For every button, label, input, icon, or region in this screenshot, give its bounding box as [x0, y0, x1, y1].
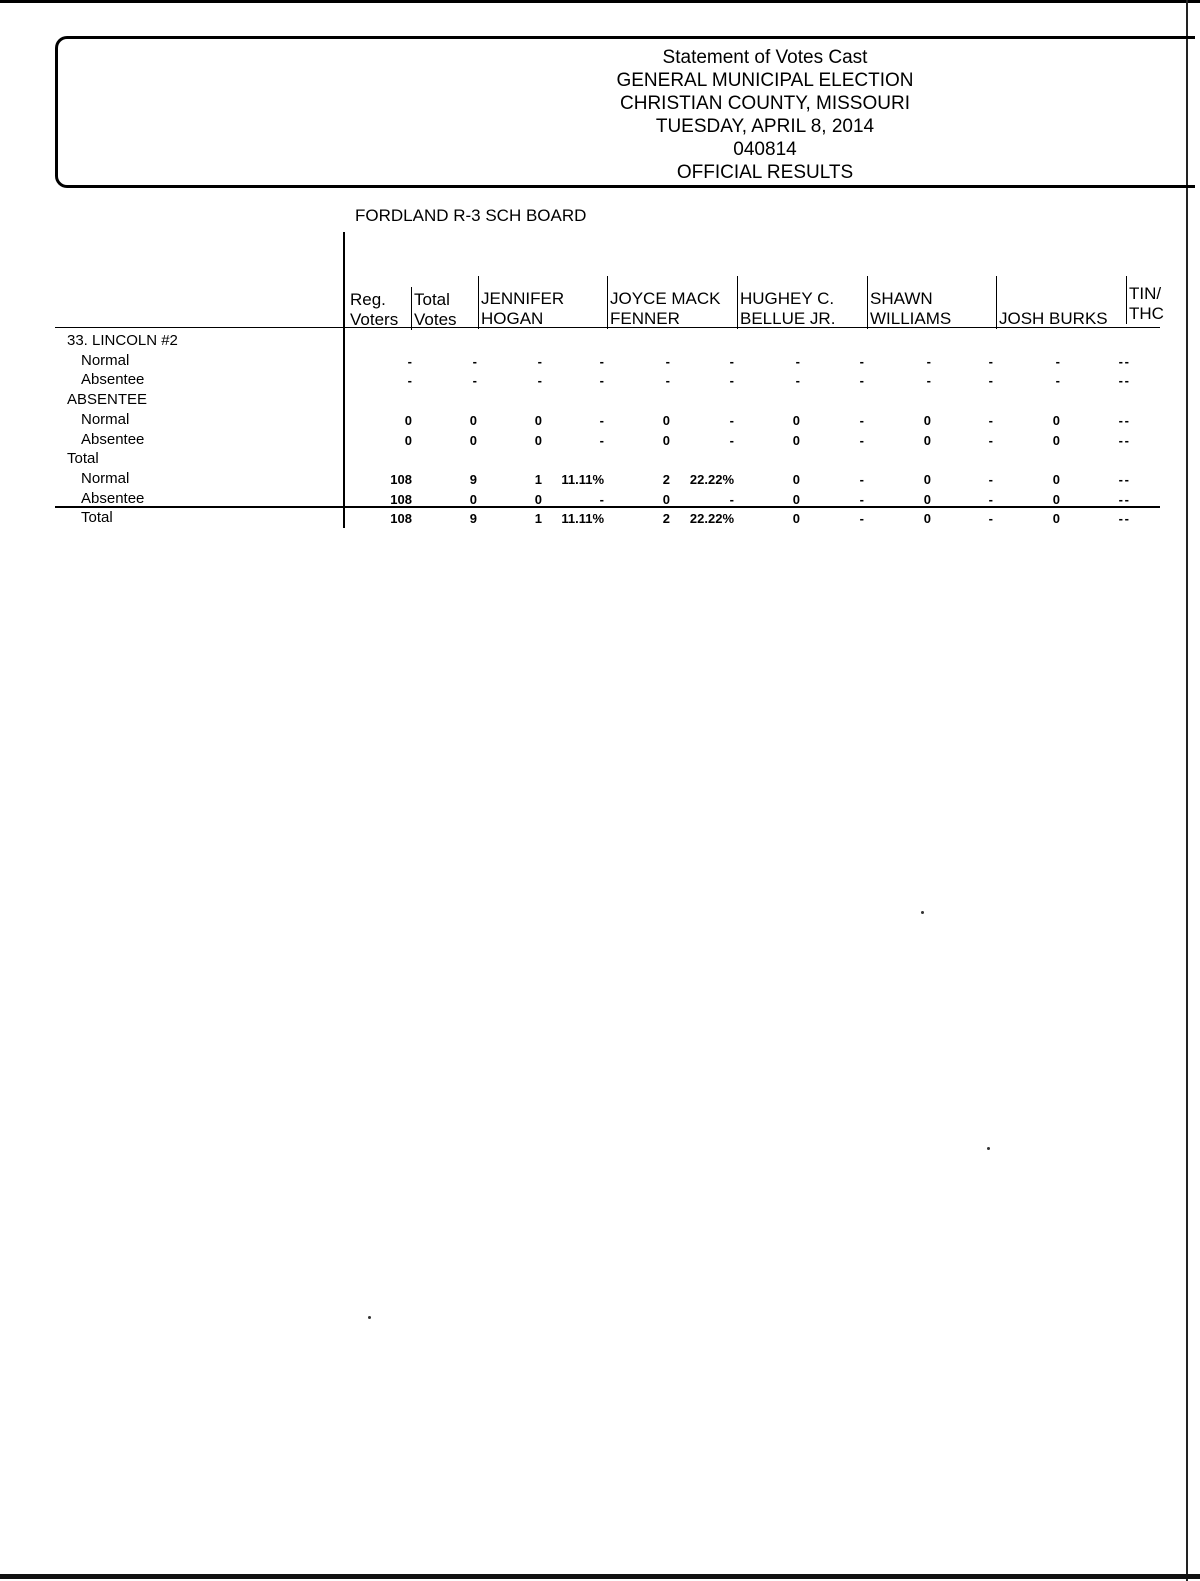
candidate-percent-cell: - [859, 413, 864, 428]
reg-voters-cell: 108 [390, 492, 412, 507]
candidate-percent-cell: - [1118, 373, 1123, 388]
candidate-votes-cell: - [537, 373, 542, 388]
total-votes-cell: 0 [469, 413, 477, 428]
total-votes-cell: - [472, 354, 477, 369]
row-label: Absentee [81, 371, 145, 388]
candidate-percent-cell: - [599, 492, 604, 507]
candidate-percent-cell: - [729, 373, 734, 388]
row-label: ABSENTEE [67, 391, 148, 408]
page-right-rule [1186, 0, 1188, 1581]
candidate-votes-cell: 0 [662, 413, 670, 428]
candidate-votes-cell: 0 [1052, 413, 1060, 428]
row-label: Absentee [81, 431, 145, 448]
reg-voters-cell: - [407, 354, 412, 369]
candidate-percent-cell: - [599, 373, 604, 388]
candidate-percent-cell: - [988, 413, 993, 428]
candidate-votes-cell: 0 [923, 511, 931, 526]
col-head-line: HUGHEY C. [740, 289, 835, 308]
total-votes-cell: 0 [469, 492, 477, 507]
candidate-percent-cell: - [599, 413, 604, 428]
col-head-candidate-5 [996, 276, 1108, 329]
col-head-line: Reg. [350, 290, 386, 309]
candidate-votes-cell: 0 [1052, 472, 1060, 487]
table-left-divider [343, 232, 345, 528]
reg-voters-cell: 108 [390, 472, 412, 487]
candidate-votes-cell: - [1124, 373, 1129, 388]
col-head-line [999, 289, 1108, 309]
candidate-votes-cell: - [1124, 354, 1129, 369]
reg-voters-cell: 0 [404, 413, 412, 428]
col-head-candidate-1 [478, 276, 564, 329]
candidate-votes-cell: 0 [1052, 492, 1060, 507]
col-head-line: Votes [414, 310, 457, 329]
row-label: Total [67, 450, 99, 467]
candidate-votes-cell: - [926, 354, 931, 369]
candidate-percent-cell: - [988, 492, 993, 507]
candidate-votes-cell: - [1124, 472, 1129, 487]
header-line-county: CHRISTIAN COUNTY, MISSOURI [620, 93, 910, 114]
candidate-votes-cell: 0 [534, 433, 542, 448]
total-votes-cell: - [472, 373, 477, 388]
row-label: Normal [81, 411, 130, 428]
candidate-percent-cell: - [1118, 413, 1123, 428]
candidate-votes-cell: - [1055, 354, 1060, 369]
candidate-votes-cell: 0 [923, 492, 931, 507]
row-label: Total [81, 509, 113, 526]
col-head-line: HOGAN [481, 309, 544, 328]
scan-speck [368, 1316, 371, 1319]
candidate-percent-cell: - [988, 433, 993, 448]
col-head-line: TIN/ [1129, 284, 1162, 303]
candidate-percent-cell: 22.22% [689, 511, 734, 526]
col-head-line: JENNIFER [481, 289, 565, 308]
candidate-votes-cell: 0 [534, 413, 542, 428]
candidate-votes-cell: 0 [923, 433, 931, 448]
col-head-candidate-2 [607, 276, 721, 329]
candidate-percent-cell: - [599, 354, 604, 369]
candidate-percent-cell: - [859, 373, 864, 388]
header-line-title: Statement of Votes Cast [662, 47, 868, 68]
col-head-candidate-6 [1126, 276, 1164, 324]
candidate-votes-cell: 0 [792, 511, 800, 526]
total-rule [55, 506, 1160, 508]
col-head-line: SHAWN [870, 289, 933, 308]
header-line-code: 040814 [733, 139, 797, 160]
reg-voters-cell: 108 [390, 511, 412, 526]
candidate-votes-cell: 0 [792, 433, 800, 448]
report-header [555, 46, 975, 184]
candidate-votes-cell: 2 [662, 511, 670, 526]
candidate-votes-cell: - [1124, 492, 1129, 507]
candidate-percent-cell: - [859, 433, 864, 448]
total-votes-cell: 9 [469, 472, 477, 487]
candidate-votes-cell: 0 [792, 413, 800, 428]
col-head-line: BELLUE JR. [740, 309, 836, 328]
candidate-votes-cell: 0 [1052, 433, 1060, 448]
candidate-percent-cell: - [599, 433, 604, 448]
candidate-percent-cell: - [988, 373, 993, 388]
page-top-rule [0, 0, 1200, 3]
col-head-line: Total [414, 290, 450, 309]
candidate-percent-cell: - [1118, 511, 1123, 526]
candidate-votes-cell: - [795, 354, 800, 369]
row-label: 33. LINCOLN #2 [67, 332, 178, 349]
candidate-percent-cell: - [729, 492, 734, 507]
candidate-percent-cell: - [988, 354, 993, 369]
candidate-votes-cell: 1 [534, 511, 542, 526]
row-label: Normal [81, 352, 130, 369]
candidate-votes-cell: - [1124, 413, 1129, 428]
header-line-election: GENERAL MUNICIPAL ELECTION [616, 70, 914, 91]
col-head-candidate-3 [737, 276, 835, 329]
scan-speck [987, 1147, 990, 1150]
candidate-percent-cell: 22.22% [689, 472, 734, 487]
candidate-votes-cell: - [1124, 433, 1129, 448]
candidate-votes-cell: 0 [662, 492, 670, 507]
col-head-reg-voters [350, 290, 398, 330]
col-head-total-votes [411, 287, 457, 330]
candidate-votes-cell: 0 [662, 433, 670, 448]
col-head-line: JOSH BURKS [999, 309, 1108, 328]
col-head-candidate-4 [867, 276, 951, 329]
row-label: Absentee [81, 490, 145, 507]
candidate-votes-cell: - [665, 354, 670, 369]
candidate-votes-cell: - [537, 354, 542, 369]
col-head-line: FENNER [610, 309, 680, 328]
candidate-percent-cell: - [729, 413, 734, 428]
candidate-votes-cell: 2 [662, 472, 670, 487]
candidate-percent-cell: 11.11% [561, 472, 604, 487]
candidate-percent-cell: - [1118, 472, 1123, 487]
candidate-votes-cell: 0 [792, 492, 800, 507]
candidate-votes-cell: 0 [792, 472, 800, 487]
candidate-percent-cell: - [859, 492, 864, 507]
candidate-percent-cell: - [859, 354, 864, 369]
candidate-percent-cell: - [729, 433, 734, 448]
total-votes-cell: 9 [469, 511, 477, 526]
candidate-votes-cell: 1 [534, 472, 542, 487]
col-head-line: WILLIAMS [870, 309, 952, 328]
candidate-votes-cell: 0 [1052, 511, 1060, 526]
scan-speck [921, 911, 924, 914]
candidate-percent-cell: - [859, 472, 864, 487]
race-title: FORDLAND R-3 SCH BOARD [355, 206, 587, 225]
header-line-date: TUESDAY, APRIL 8, 2014 [655, 116, 875, 137]
candidate-percent-cell: - [988, 511, 993, 526]
candidate-percent-cell: - [1118, 354, 1123, 369]
col-head-line: Voters [350, 310, 399, 329]
candidate-percent-cell: - [1118, 492, 1123, 507]
reg-voters-cell: - [407, 373, 412, 388]
candidate-percent-cell: - [988, 472, 993, 487]
candidate-votes-cell: - [665, 373, 670, 388]
col-head-line: JOYCE MACK [610, 289, 721, 308]
header-line-status: OFFICIAL RESULTS [676, 162, 854, 183]
candidate-votes-cell: 0 [534, 492, 542, 507]
total-votes-cell: 0 [469, 433, 477, 448]
candidate-votes-cell: 0 [923, 413, 931, 428]
row-label: Normal [81, 470, 130, 487]
candidate-percent-cell: - [1118, 433, 1123, 448]
candidate-percent-cell: - [859, 511, 864, 526]
candidate-votes-cell: - [1124, 511, 1129, 526]
candidate-votes-cell: - [1055, 373, 1060, 388]
candidate-votes-cell: 0 [923, 472, 931, 487]
candidate-percent-cell: 11.11% [561, 511, 604, 526]
candidate-votes-cell: - [926, 373, 931, 388]
candidate-votes-cell: - [795, 373, 800, 388]
reg-voters-cell: 0 [404, 433, 412, 448]
page-bottom-rule [0, 1574, 1200, 1579]
col-head-line: THC [1129, 304, 1164, 323]
candidate-percent-cell: - [729, 354, 734, 369]
